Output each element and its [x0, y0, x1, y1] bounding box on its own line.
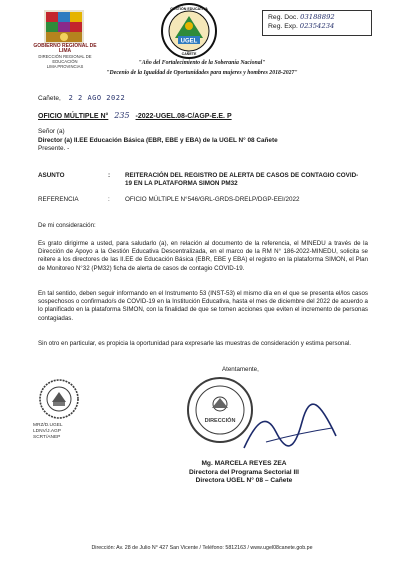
reg-exp-value: 02354234 [299, 22, 335, 30]
date-line [38, 94, 125, 102]
footer-address: Dirección: Av. 28 de Julio N° 427 San Vicente / Teléfono: 5812163 / www.ugel08canete.gob.pe [91, 545, 313, 551]
body-paragraph-1: Es grato dirigirme a usted, para saludarlo (a), en relación al documento de la referencia, el MINEDU a través de la Dirección de Apoyo a la Gestión Educativa Descentralizada, en el marco de la RM N° 186-2022-MINEDU, solicita se reitere a los directores de las II.EE de Educación Básica (EBR, EBE y EBA) el registro en la plataforma SIMON, el Plan de Monitoreo N°32 (PM32) ficha de alerta de casos de contagio COVID-19. [38, 240, 368, 272]
date-city: Cañete, [38, 95, 61, 102]
reg-doc-row [268, 13, 366, 22]
logo-left-line: LIMA PROVINCIAS [46, 64, 84, 69]
reg-doc-value: 03188892 [300, 13, 335, 21]
recipient-name: Director (a) II.EE Educación Básica (EBR, EBE y EBA) de la UGEL N° 08 Cañete [38, 136, 278, 144]
oficio-suffix: -2022-UGEL.08-C/AGP-E.E. P [135, 113, 232, 120]
decade-motto: "Decenio de la Igualdad de Oportunidades para mujeres y hombres 2018-2027" [106, 70, 298, 76]
registration-box [262, 10, 372, 36]
logo-left-line: DIRECCIÓN REGIONAL DE EDUCACIÓN [38, 54, 92, 64]
signer-office: Directora UGEL N° 08 – Cañete [195, 477, 293, 485]
initials-line: SCRT/ANEP [33, 435, 61, 440]
recipient-presente: Presente. - [38, 145, 70, 152]
recipient-block [38, 128, 368, 154]
body-paragraph-2: En tal sentido, deben seguir informando en el Instrumento 53 (INST-53) el mismo día en el que se presenta el/los casos sospechosos o confirmado/s de COVID-19 en la Institución Educativa, hasta el mes de diciembre del 2022 de acuerdo a lo planificado en la plataforma SIMON, con la finalidad de que se tomen acciones que eviten el incremento de personas contagiadas. [38, 290, 368, 322]
referencia-text: OFICIO MÚLTIPLE N°546/GRL-GRDS-DRELP/DGP-EEI/2022 [125, 196, 300, 203]
signer-role: Directora del Programa Sectorial III [189, 468, 299, 476]
handwritten-signature [236, 392, 346, 462]
ugel-logo-ring-bottom: CAÑETE [181, 52, 197, 56]
reg-exp-row [268, 22, 366, 31]
body-greeting: De mi consideración: [38, 222, 96, 229]
seal-center-text: DIRECCIÓN [204, 418, 236, 424]
asunto-colon: : [108, 172, 111, 179]
reg-exp-label: Reg. Exp. [268, 23, 298, 30]
signature-block [0, 460, 404, 486]
signer-name: Mg. MARCELA REYES ZEA [201, 460, 287, 467]
oficio-number: 235 [114, 111, 130, 120]
logo-left-line: GOBIERNO REGIONAL DE LIMA [33, 43, 97, 54]
referencia-label: REFERENCIA [38, 196, 79, 203]
asunto-label: ASUNTO [38, 172, 65, 179]
date-stamp: 2 2 AGO 2022 [68, 94, 126, 102]
ugel-logo-text: UGEL [180, 38, 198, 45]
recipient-salutation: Señor (a) [38, 128, 65, 135]
agp-round-stamp [38, 378, 80, 420]
initials-block [33, 423, 63, 441]
year-motto: "Año del Fortalecimiento de la Soberanía Nacional" [138, 60, 266, 66]
oficio-prefix: OFICIO MÚLTIPLE N° [38, 113, 109, 120]
referencia-colon: : [108, 196, 110, 203]
oficio-line [38, 111, 232, 120]
body-closing: Atentamente, [222, 366, 259, 373]
reg-doc-label: Reg. Doc. [268, 14, 299, 21]
body-paragraph-3: Sin otro en particular, es propicia la oportunidad para expresarle las muestras de consideración y estima personal. [38, 340, 351, 347]
asunto-text: REITERACIÓN DEL REGISTRO DE ALERTA DE CASOS DE CONTAGIO COVID-19 EN LA PLATAFORMA SIMON PM32 [125, 172, 359, 188]
initials-line: MRZ/D.UGEL [33, 423, 63, 428]
initials-line: LDNV/J.AGP [33, 429, 61, 434]
ugel-logo [160, 2, 218, 60]
ugel-logo-ring-text: GESTIÓN EDUCATIVA [170, 7, 208, 11]
